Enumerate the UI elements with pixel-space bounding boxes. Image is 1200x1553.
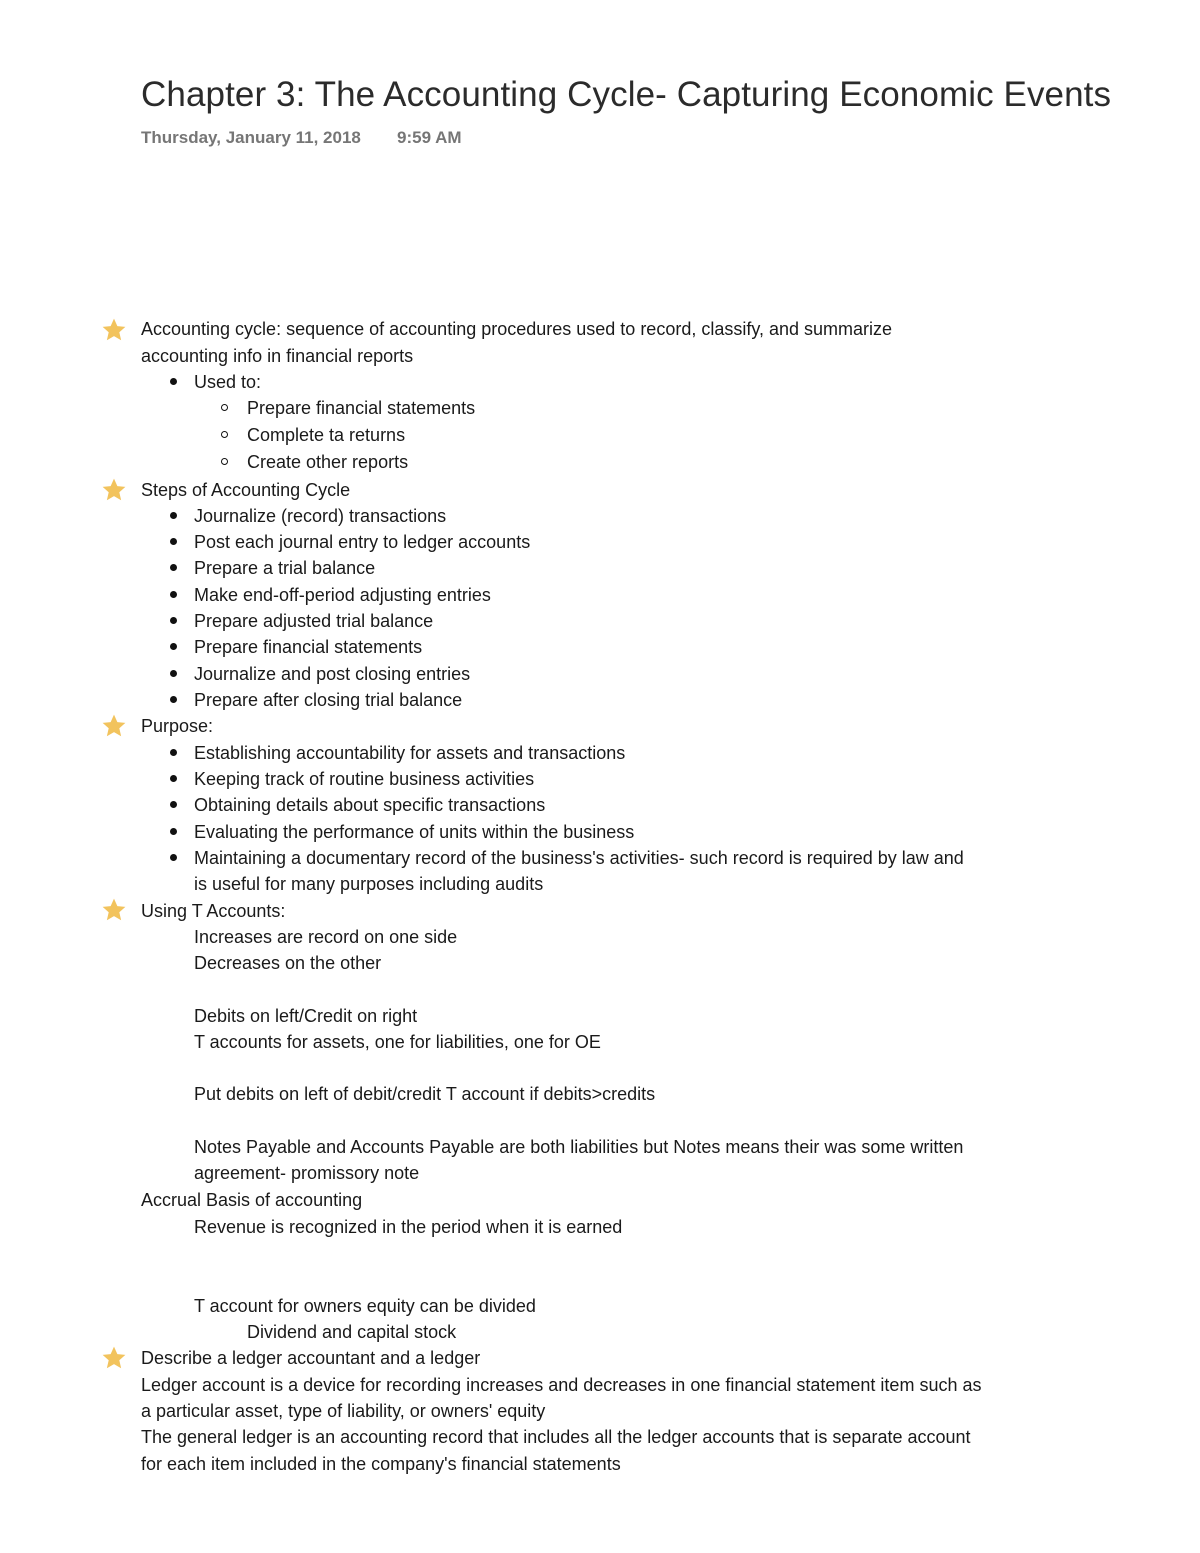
note-line: Ledger account is a device for recording increases and decreases in one financial statement item such as bbox=[141, 1375, 982, 1395]
bullet-dot-icon bbox=[170, 775, 177, 782]
bullet-dot-icon bbox=[170, 749, 177, 756]
list-item: Used to: bbox=[194, 372, 262, 392]
note-line: Put debits on left of debit/credit T account if debits>credits bbox=[194, 1084, 656, 1104]
section-heading: Using T Accounts: bbox=[141, 901, 286, 921]
note-line: for each item included in the company's financial statements bbox=[141, 1454, 621, 1474]
star-icon bbox=[101, 477, 127, 503]
bullet-dot-icon bbox=[170, 617, 177, 624]
note-line: Revenue is recognized in the period when it is earned bbox=[194, 1217, 623, 1237]
bullet-dot-icon bbox=[170, 591, 177, 598]
note-line: agreement- promissory note bbox=[194, 1163, 420, 1183]
sub-list-item: Create other reports bbox=[247, 452, 409, 472]
note-line: Decreases on the other bbox=[194, 953, 382, 973]
list-item: Prepare financial statements bbox=[194, 637, 423, 657]
hollow-circle-bullet-icon bbox=[221, 431, 228, 438]
star-icon bbox=[101, 713, 127, 739]
list-item: Establishing accountability for assets and transactions bbox=[194, 743, 626, 763]
section-heading: Steps of Accounting Cycle bbox=[141, 480, 351, 500]
list-item: Journalize (record) transactions bbox=[194, 506, 447, 526]
list-item: Prepare a trial balance bbox=[194, 558, 376, 578]
note-line: Dividend and capital stock bbox=[247, 1322, 457, 1342]
star-icon bbox=[101, 897, 127, 923]
star-icon bbox=[101, 1345, 127, 1371]
list-item: Prepare after closing trial balance bbox=[194, 690, 463, 710]
note-time: 9:59 AM bbox=[397, 128, 462, 147]
list-item: Journalize and post closing entries bbox=[194, 664, 471, 684]
hollow-circle-bullet-icon bbox=[221, 404, 228, 411]
list-item: Obtaining details about specific transactions bbox=[194, 795, 546, 815]
note-line: T accounts for assets, one for liabilities, one for OE bbox=[194, 1032, 601, 1052]
bullet-dot-icon bbox=[170, 696, 177, 703]
definition-line: accounting info in financial reports bbox=[141, 346, 414, 366]
bullet-dot-icon bbox=[170, 801, 177, 808]
list-item: Post each journal entry to ledger accounts bbox=[194, 532, 531, 552]
list-item-continued: is useful for many purposes including audits bbox=[194, 874, 544, 894]
bullet-dot-icon bbox=[170, 564, 177, 571]
list-item: Prepare adjusted trial balance bbox=[194, 611, 434, 631]
bullet-dot-icon bbox=[170, 670, 177, 677]
list-item: Keeping track of routine business activities bbox=[194, 769, 535, 789]
list-item: Make end-off-period adjusting entries bbox=[194, 585, 491, 605]
list-item: Maintaining a documentary record of the business's activities- such record is required by law and bbox=[194, 848, 964, 868]
section-heading: Accrual Basis of accounting bbox=[141, 1190, 363, 1210]
note-line: a particular asset, type of liability, or owners' equity bbox=[141, 1401, 546, 1421]
bullet-dot-icon bbox=[170, 854, 177, 861]
star-icon bbox=[101, 317, 127, 343]
note-line: Increases are record on one side bbox=[194, 927, 458, 947]
note-line: The general ledger is an accounting record that includes all the ledger accounts that is separate account bbox=[141, 1427, 971, 1447]
definition-line: Accounting cycle: sequence of accounting procedures used to record, classify, and summarize bbox=[141, 319, 893, 339]
note-line: T account for owners equity can be divided bbox=[194, 1296, 536, 1316]
note-line: Notes Payable and Accounts Payable are both liabilities but Notes means their was some written bbox=[194, 1137, 964, 1157]
sub-list-item: Complete ta returns bbox=[247, 425, 406, 445]
bullet-dot-icon bbox=[170, 643, 177, 650]
bullet-dot-icon bbox=[170, 828, 177, 835]
list-item: Evaluating the performance of units within the business bbox=[194, 822, 635, 842]
sub-list-item: Prepare financial statements bbox=[247, 398, 476, 418]
note-line: Debits on left/Credit on right bbox=[194, 1006, 418, 1026]
section-heading: Purpose: bbox=[141, 716, 214, 736]
hollow-circle-bullet-icon bbox=[221, 458, 228, 465]
bullet-dot-icon bbox=[170, 538, 177, 545]
note-date: Thursday, January 11, 2018 bbox=[141, 128, 361, 147]
bullet-dot-icon bbox=[170, 512, 177, 519]
page-title: Chapter 3: The Accounting Cycle- Capturing Economic Events bbox=[141, 75, 1112, 114]
section-heading: Describe a ledger accountant and a ledger bbox=[141, 1348, 481, 1368]
bullet-dot-icon bbox=[170, 378, 177, 385]
